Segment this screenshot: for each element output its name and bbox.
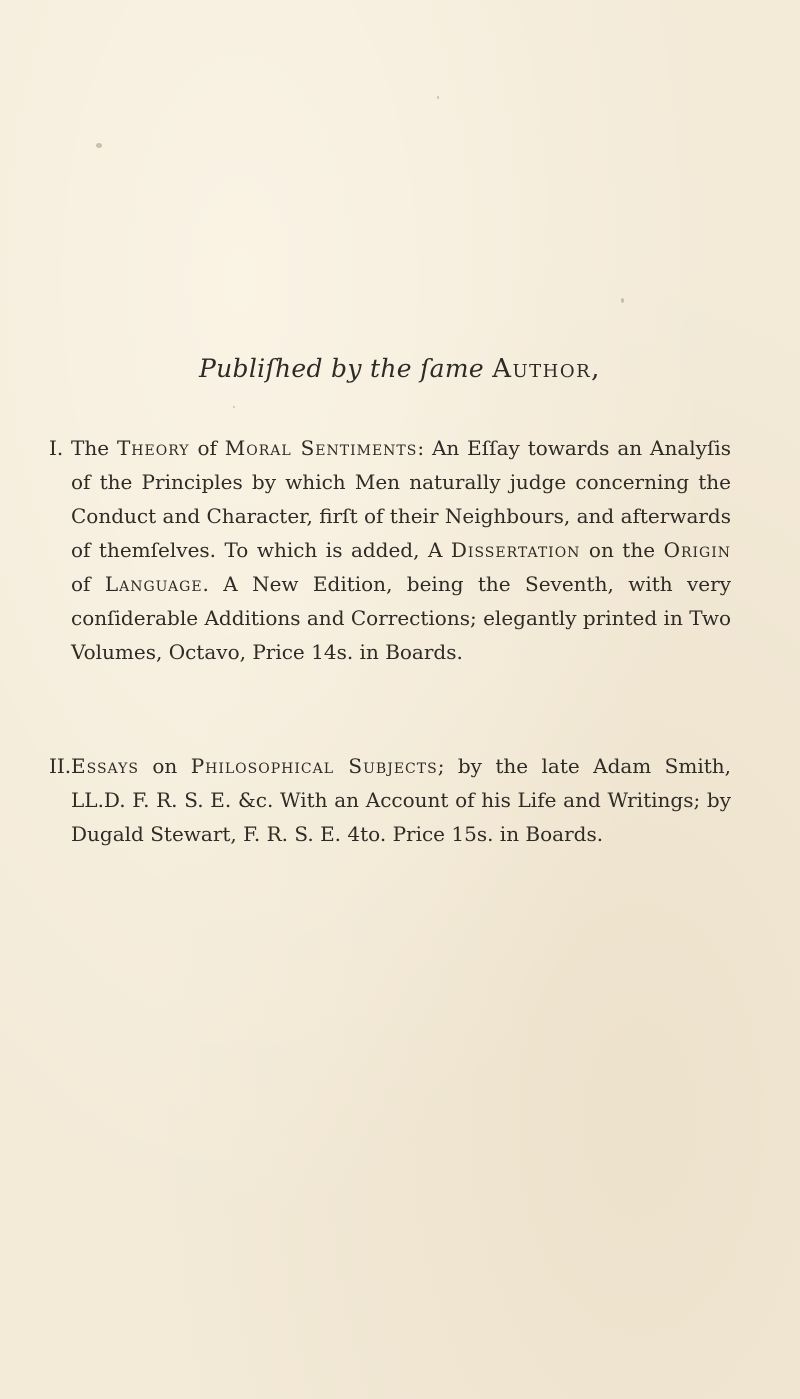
published-by-text: Publiſhed by the ſame [199, 354, 484, 383]
entry-text: . A New Edition, being the Seventh, with very conſiderable Additions and Corrections; elegantly printed in Two Volumes, Octavo, Price 14s. in Boards. [71, 572, 731, 664]
entry-text: ; by the late Adam Smith, LL.D. F. R. S. E. &c. With an Account of his Life and Writings; by Dugald Stewart, F. R. S. E. 4to. Price 15s. in Boards. [71, 754, 732, 846]
entry-text: : An Eſſay towards an Analyſis of the Principles by which Men naturally judge concerning the Conduct and Character, firſt of their Neighbours, and afterwards of themſelves. To which is added, A [71, 436, 732, 562]
paper-speck [437, 96, 439, 99]
entry-text: of [71, 572, 91, 596]
entry-title-word: Language [104, 572, 203, 596]
entry-text: on [152, 754, 178, 778]
entry-title-word: Moral Sentiments [224, 436, 418, 460]
entry-numeral: II. [49, 754, 72, 778]
entry-text: The [71, 436, 110, 460]
entry-title-word: Philosophical Subjects [190, 754, 438, 778]
publisher-heading [0, 354, 800, 384]
paper-speck [233, 406, 235, 408]
paper-speck [621, 298, 624, 303]
entry-title-word: Origin [663, 538, 731, 562]
entry-title-word: Theory [116, 436, 190, 460]
entry-two [49, 749, 732, 851]
entry-text: of [197, 436, 217, 460]
entry-numeral: I. [49, 436, 64, 460]
author-text: Author, [492, 354, 601, 384]
entry-title-word: Essays [71, 754, 139, 778]
entry-one [49, 431, 732, 669]
entry-title-word: Dissertation [450, 538, 581, 562]
paper-speck [96, 143, 102, 148]
entry-text: on the [588, 538, 656, 562]
